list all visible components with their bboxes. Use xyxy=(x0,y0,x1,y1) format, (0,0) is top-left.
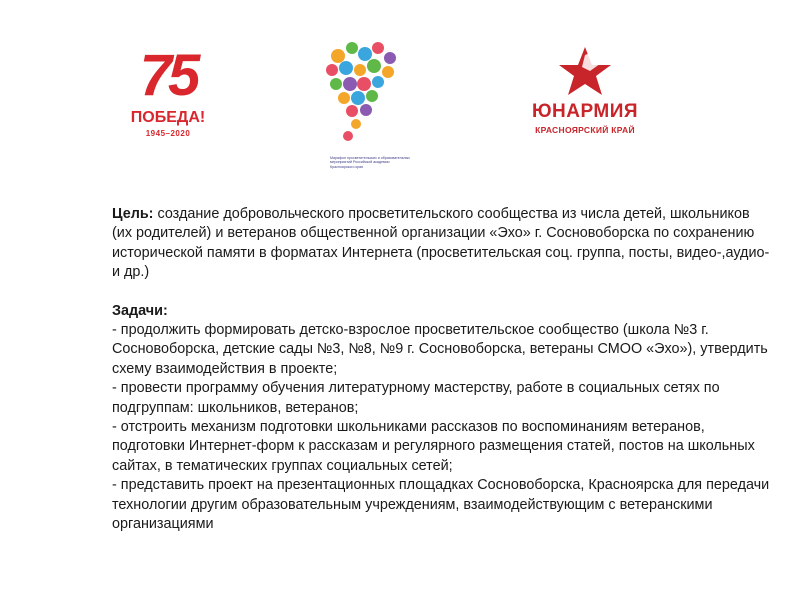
logo-caption: Марафон просветительских и образовательных мероприятий Российской академии Красноярского края xyxy=(330,156,410,169)
main-text xyxy=(112,205,772,535)
logo-brand: ЮНАРМИЯ xyxy=(531,101,639,122)
task-item: - провести программу обучения литературному мастерству, работе в социальных сетях по подгруппам: школьников, ветеранов; xyxy=(112,380,720,416)
pobeda-75-logo xyxy=(128,45,208,145)
yunarmia-logo xyxy=(530,45,640,145)
eagle-star-icon xyxy=(530,45,640,101)
tasks-label: Задачи: xyxy=(112,302,168,319)
logo-number: 75 xyxy=(139,43,197,108)
goal-paragraph xyxy=(112,205,772,283)
logo-region: КРАСНОЯРСКИЙ КРАЙ xyxy=(535,125,635,135)
goal-text: создание добровольческого просветительского сообщества из числа детей, школьников (их родителей) и ветеранов общественной организации «Эхо» г. Сосновоборска по сохранению исторической памяти в форматах Интернета (просветительская соц. группа, посты, видео-,аудио- и др.) xyxy=(112,206,770,281)
logo-word: ПОБЕДА! xyxy=(130,109,206,126)
task-item: - отстроить механизм подготовки школьниками рассказов по воспоминаниям ветеранов, подготовки Интернет-форм к рассказам и регулярного размещения статей, постов на школьных сайтах, в тематических группах социальных сетей; xyxy=(112,419,755,474)
colorful-region-map-icon xyxy=(308,34,408,154)
task-item: - продолжить формировать детско-взрослое просветительское сообщество (школа №3 г. Сосновоборска, детские сады №3, №8, №9 г. Сосновоборска, ветераны СМОО «Эхо»), утвердить схему взаимодействия в проекте; xyxy=(112,322,768,377)
marathon-map-logo xyxy=(308,34,410,169)
task-item: - представить проект на презентационных площадках Сосновоборска, Красноярска для передачи технологии другим образовательным учреждениям, взаимодействующим с ветеранскими организациями xyxy=(112,477,770,533)
goal-label: Цель: xyxy=(112,206,154,222)
logo-years: 1945–2020 xyxy=(145,129,191,138)
